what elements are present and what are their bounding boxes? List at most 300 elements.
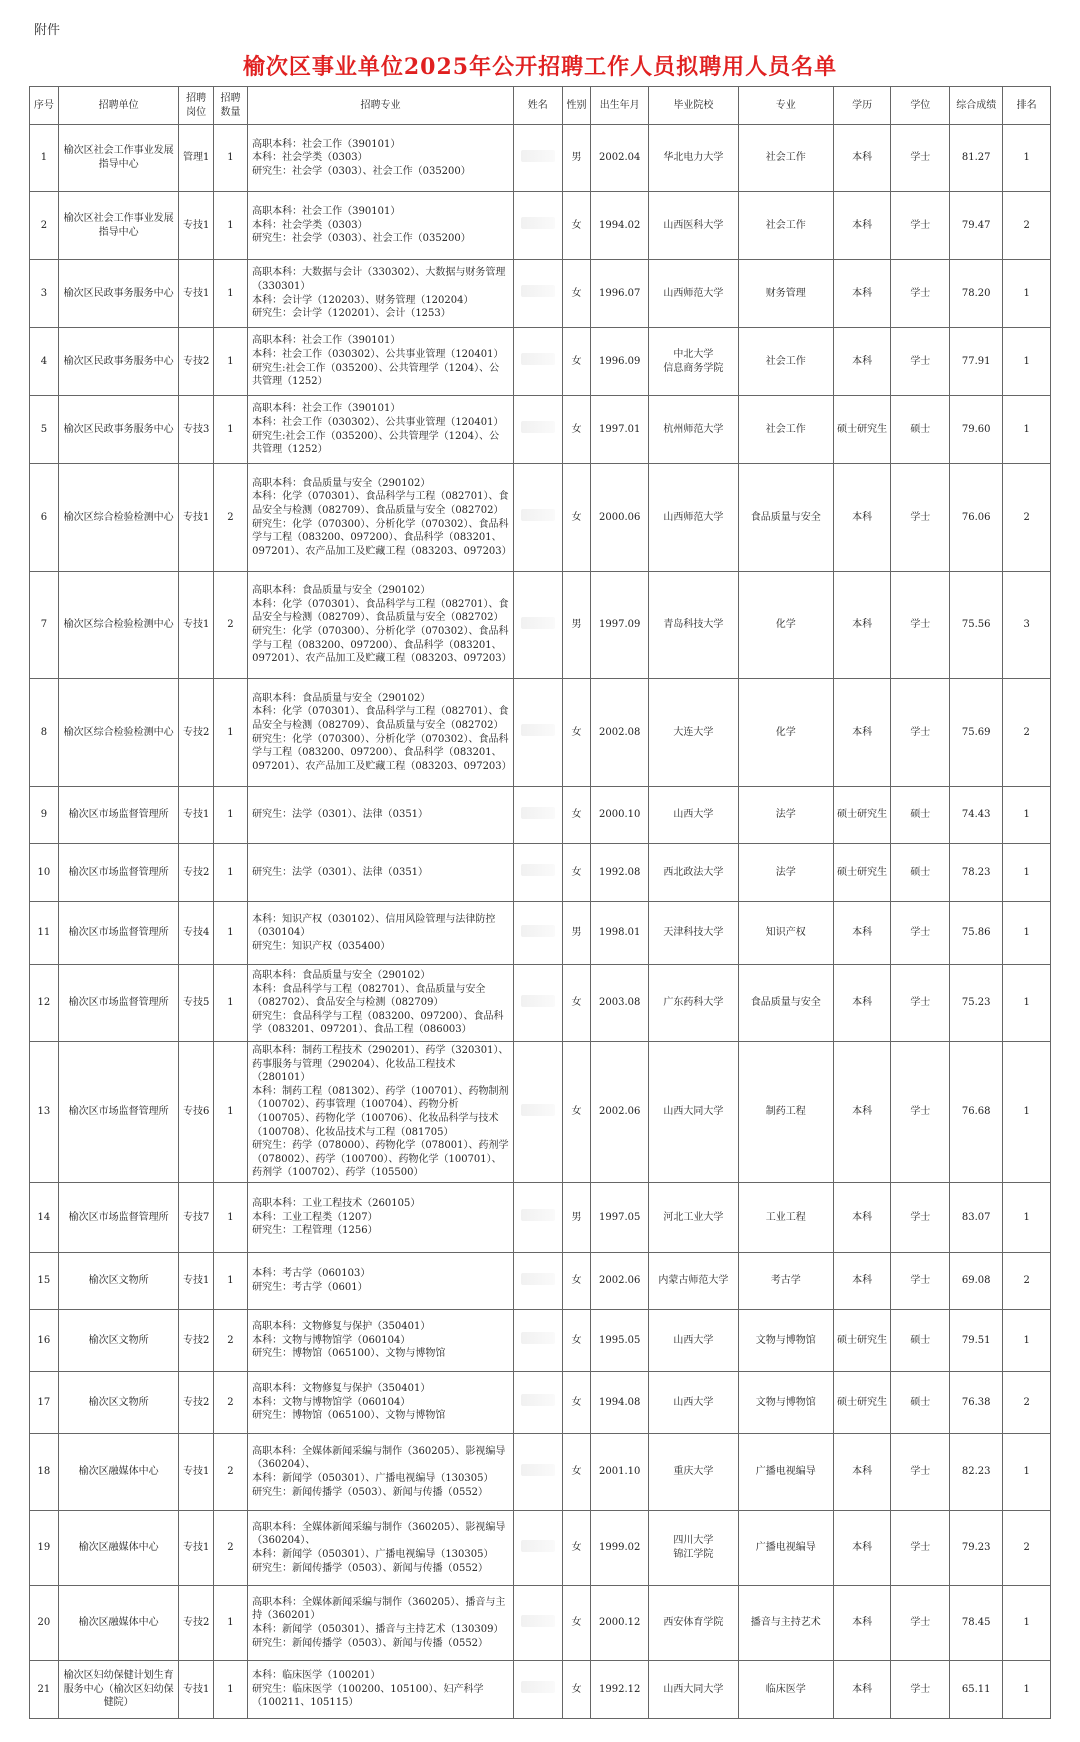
cell-school: 山西医科大学	[648, 192, 738, 260]
cell-seq: 20	[30, 1585, 59, 1660]
cell-seq: 13	[30, 1042, 59, 1183]
cell-rank: 1	[1003, 1660, 1051, 1718]
header-spec: 专业	[738, 87, 833, 125]
cell-count: 1	[213, 844, 247, 902]
cell-count: 1	[213, 965, 247, 1042]
cell-post: 专技1	[179, 260, 213, 328]
cell-score: 78.20	[950, 260, 1003, 328]
cell-spec: 知识产权	[738, 902, 833, 965]
cell-post: 专技1	[179, 192, 213, 260]
cell-score: 76.68	[950, 1042, 1003, 1183]
header-seq: 序号	[30, 87, 59, 125]
cell-degree: 硕士	[891, 396, 950, 464]
cell-birth: 2002.08	[591, 679, 649, 787]
cell-edu: 本科	[833, 464, 891, 572]
cell-score: 75.69	[950, 679, 1003, 787]
table-row	[30, 396, 1051, 464]
cell-name	[513, 328, 562, 396]
table-row	[30, 844, 1051, 902]
cell-degree: 学士	[891, 965, 950, 1042]
cell-school: 华北电力大学	[648, 125, 738, 192]
redacted-name	[521, 509, 555, 521]
table-row	[30, 1042, 1051, 1183]
cell-gender: 女	[562, 464, 591, 572]
cell-spec: 法学	[738, 844, 833, 902]
cell-name	[513, 1371, 562, 1433]
cell-post: 管理1	[179, 125, 213, 192]
cell-spec: 播音与主持艺术	[738, 1585, 833, 1660]
cell-gender: 男	[562, 572, 591, 679]
table-row	[30, 192, 1051, 260]
cell-edu: 本科	[833, 1042, 891, 1183]
cell-birth: 1992.08	[591, 844, 649, 902]
cell-gender: 女	[562, 1042, 591, 1183]
cell-score: 65.11	[950, 1660, 1003, 1718]
cell-score: 79.51	[950, 1309, 1003, 1371]
cell-score: 75.86	[950, 902, 1003, 965]
cell-major: 本科：考古学（060103） 研究生：考古学（0601）	[248, 1252, 514, 1309]
cell-major: 高职本科：社会工作（390101） 本科：社会学类（0303） 研究生：社会学（0303）、社会工作（035200）	[248, 192, 514, 260]
cell-score: 69.08	[950, 1252, 1003, 1309]
cell-score: 77.91	[950, 328, 1003, 396]
cell-school: 杭州师范大学	[648, 396, 738, 464]
cell-rank: 1	[1003, 787, 1051, 844]
cell-gender: 女	[562, 1433, 591, 1510]
cell-birth: 2000.06	[591, 464, 649, 572]
cell-major: 高职本科：食品质量与安全（290102） 本科：化学（070301）、食品科学与工程（082701）、食品安全与检测（082709）、食品质量与安全（082702） 研究生：化学（070300）、分析化学（070302）、食品科学与工程（083200、097200）、食品科学（083201、097201）、农产品加工及贮藏工程（083203、097203）	[248, 572, 514, 679]
cell-rank: 1	[1003, 1433, 1051, 1510]
cell-post: 专技2	[179, 1585, 213, 1660]
cell-rank: 1	[1003, 260, 1051, 328]
cell-birth: 1994.02	[591, 192, 649, 260]
cell-name	[513, 192, 562, 260]
header-count: 招聘数量	[213, 87, 247, 125]
cell-spec: 食品质量与安全	[738, 464, 833, 572]
table-row	[30, 1433, 1051, 1510]
cell-spec: 社会工作	[738, 125, 833, 192]
cell-score: 81.27	[950, 125, 1003, 192]
header-degree: 学位	[891, 87, 950, 125]
cell-birth: 2002.06	[591, 1252, 649, 1309]
cell-edu: 本科	[833, 260, 891, 328]
redacted-name	[521, 353, 555, 365]
cell-spec: 文物与博物馆	[738, 1371, 833, 1433]
table-row	[30, 1252, 1051, 1309]
cell-degree: 硕士	[891, 1309, 950, 1371]
table-row	[30, 965, 1051, 1042]
cell-edu: 本科	[833, 1510, 891, 1585]
cell-unit: 榆次区融媒体中心	[58, 1510, 179, 1585]
redacted-name	[521, 1615, 555, 1627]
table-row	[30, 328, 1051, 396]
cell-school: 大连大学	[648, 679, 738, 787]
table-row	[30, 1182, 1051, 1252]
cell-spec: 社会工作	[738, 396, 833, 464]
cell-gender: 女	[562, 260, 591, 328]
cell-spec: 文物与博物馆	[738, 1309, 833, 1371]
cell-unit: 榆次区民政事务服务中心	[58, 328, 179, 396]
cell-count: 1	[213, 1042, 247, 1183]
redacted-name	[521, 1332, 555, 1344]
table-row	[30, 902, 1051, 965]
redacted-name	[521, 1273, 555, 1285]
cell-edu: 本科	[833, 1182, 891, 1252]
cell-gender: 男	[562, 125, 591, 192]
cell-edu: 本科	[833, 572, 891, 679]
cell-rank: 1	[1003, 965, 1051, 1042]
cell-degree: 学士	[891, 192, 950, 260]
cell-name	[513, 1585, 562, 1660]
cell-name	[513, 787, 562, 844]
cell-rank: 2	[1003, 679, 1051, 787]
cell-count: 1	[213, 787, 247, 844]
cell-gender: 女	[562, 1660, 591, 1718]
cell-seq: 18	[30, 1433, 59, 1510]
cell-school: 四川大学 锦江学院	[648, 1510, 738, 1585]
cell-name	[513, 1660, 562, 1718]
cell-unit: 榆次区民政事务服务中心	[58, 396, 179, 464]
redacted-name	[521, 1104, 555, 1116]
cell-count: 1	[213, 1182, 247, 1252]
table-row	[30, 572, 1051, 679]
header-score: 综合成绩	[950, 87, 1003, 125]
cell-degree: 学士	[891, 679, 950, 787]
cell-rank: 2	[1003, 464, 1051, 572]
cell-gender: 女	[562, 396, 591, 464]
cell-degree: 硕士	[891, 844, 950, 902]
table-row	[30, 1309, 1051, 1371]
cell-degree: 学士	[891, 572, 950, 679]
cell-seq: 12	[30, 965, 59, 1042]
cell-post: 专技1	[179, 1660, 213, 1718]
table-row	[30, 679, 1051, 787]
cell-post: 专技2	[179, 844, 213, 902]
cell-degree: 学士	[891, 1433, 950, 1510]
cell-spec: 社会工作	[738, 192, 833, 260]
cell-major: 高职本科：食品质量与安全（290102） 本科：化学（070301）、食品科学与工程（082701）、食品安全与检测（082709）、食品质量与安全（082702） 研究生：化学（070300）、分析化学（070302）、食品科学与工程（083200、097200）、食品科学（083201、097201）、农产品加工及贮藏工程（083203、097203）	[248, 464, 514, 572]
cell-count: 1	[213, 192, 247, 260]
cell-birth: 2000.12	[591, 1585, 649, 1660]
cell-spec: 工业工程	[738, 1182, 833, 1252]
cell-count: 2	[213, 572, 247, 679]
cell-count: 1	[213, 328, 247, 396]
cell-score: 83.07	[950, 1182, 1003, 1252]
cell-post: 专技4	[179, 902, 213, 965]
cell-spec: 财务管理	[738, 260, 833, 328]
cell-unit: 榆次区文物所	[58, 1252, 179, 1309]
redacted-name	[521, 1209, 555, 1221]
cell-name	[513, 125, 562, 192]
cell-gender: 女	[562, 844, 591, 902]
redacted-name	[521, 1681, 555, 1693]
cell-major: 高职本科：全媒体新闻采编与制作（360205）、播音与主持（360201） 本科：新闻学（050301）、播音与主持艺术（130309） 研究生：新闻传播学（0503）、新闻与传播（0552）	[248, 1585, 514, 1660]
cell-name	[513, 679, 562, 787]
table-row	[30, 787, 1051, 844]
cell-major: 研究生：法学（0301）、法律（0351）	[248, 787, 514, 844]
cell-rank: 1	[1003, 125, 1051, 192]
cell-school: 山西大同大学	[648, 1042, 738, 1183]
header-birth: 出生年月	[591, 87, 649, 125]
cell-major: 高职本科：工业工程技术（260105） 本科：工业工程类（1207） 研究生：工程管理（1256）	[248, 1182, 514, 1252]
header-gender: 性别	[562, 87, 591, 125]
cell-degree: 学士	[891, 125, 950, 192]
redacted-name	[521, 285, 555, 297]
cell-seq: 14	[30, 1182, 59, 1252]
cell-rank: 1	[1003, 328, 1051, 396]
cell-degree: 硕士	[891, 787, 950, 844]
cell-name	[513, 1510, 562, 1585]
cell-spec: 制药工程	[738, 1042, 833, 1183]
cell-edu: 硕士研究生	[833, 787, 891, 844]
cell-rank: 2	[1003, 1510, 1051, 1585]
cell-school: 山西大学	[648, 787, 738, 844]
cell-edu: 本科	[833, 125, 891, 192]
cell-name	[513, 902, 562, 965]
cell-edu: 本科	[833, 679, 891, 787]
cell-major: 高职本科：大数据与会计（330302）、大数据与财务管理（330301） 本科：会计学（120203）、财务管理（120204） 研究生：会计学（120201）、会计（1253）	[248, 260, 514, 328]
cell-count: 1	[213, 1252, 247, 1309]
cell-score: 79.23	[950, 1510, 1003, 1585]
cell-count: 2	[213, 1510, 247, 1585]
cell-school: 西北政法大学	[648, 844, 738, 902]
cell-major: 高职本科：社会工作（390101） 本科：社会学类（0303） 研究生：社会学（0303）、社会工作（035200）	[248, 125, 514, 192]
cell-birth: 2002.06	[591, 1042, 649, 1183]
cell-spec: 广播电视编导	[738, 1433, 833, 1510]
redacted-name	[521, 724, 555, 736]
redacted-name	[521, 1394, 555, 1406]
cell-edu: 硕士研究生	[833, 396, 891, 464]
cell-degree: 学士	[891, 1042, 950, 1183]
cell-name	[513, 464, 562, 572]
cell-post: 专技2	[179, 328, 213, 396]
cell-school: 广东药科大学	[648, 965, 738, 1042]
cell-major: 高职本科：全媒体新闻采编与制作（360205）、影视编导（360204）、 本科：新闻学（050301）、广播电视编导（130305） 研究生：新闻传播学（0503）、新闻与传播（0552）	[248, 1510, 514, 1585]
cell-school: 河北工业大学	[648, 1182, 738, 1252]
cell-score: 75.56	[950, 572, 1003, 679]
cell-rank: 1	[1003, 1309, 1051, 1371]
cell-edu: 本科	[833, 1252, 891, 1309]
redacted-name	[521, 617, 555, 629]
cell-post: 专技1	[179, 572, 213, 679]
cell-degree: 学士	[891, 260, 950, 328]
cell-rank: 1	[1003, 396, 1051, 464]
header-rank: 排名	[1003, 87, 1051, 125]
cell-gender: 女	[562, 1585, 591, 1660]
cell-rank: 2	[1003, 1371, 1051, 1433]
cell-score: 75.23	[950, 965, 1003, 1042]
cell-seq: 3	[30, 260, 59, 328]
redacted-name	[521, 1540, 555, 1552]
cell-unit: 榆次区文物所	[58, 1371, 179, 1433]
cell-gender: 女	[562, 787, 591, 844]
cell-post: 专技1	[179, 464, 213, 572]
cell-birth: 1997.01	[591, 396, 649, 464]
cell-seq: 17	[30, 1371, 59, 1433]
cell-post: 专技2	[179, 1309, 213, 1371]
cell-spec: 考古学	[738, 1252, 833, 1309]
redacted-name	[521, 1464, 555, 1476]
cell-school: 山西大学	[648, 1309, 738, 1371]
cell-major: 高职本科：制药工程技术（290201）、药学（320301）、药事服务与管理（290204）、化妆品工程技术（280101） 本科：制药工程（081302）、药学（100701）、药物制剂（100702）、药事管理（100704）、药物分析（100705）、药物化学（100706）、化妆品科学与技术（100708）、化妆品技术与工程（081705） 研究生：药学（078000）、药物化学（078001）、药剂学（078002）、药学（100700）、药物化学（100701）、药剂学（100702）、药学（105500）	[248, 1042, 514, 1183]
cell-score: 76.06	[950, 464, 1003, 572]
cell-rank: 1	[1003, 1042, 1051, 1183]
cell-major: 本科：知识产权（030102）、信用风险管理与法律防控（030104） 研究生：知识产权（035400）	[248, 902, 514, 965]
cell-school: 中北大学 信息商务学院	[648, 328, 738, 396]
cell-seq: 11	[30, 902, 59, 965]
cell-count: 1	[213, 125, 247, 192]
cell-degree: 学士	[891, 328, 950, 396]
cell-unit: 榆次区综合检验检测中心	[58, 572, 179, 679]
cell-major: 高职本科：文物修复与保护（350401） 本科：文物与博物馆学（060104） 研究生：博物馆（065100）、文物与博物馆	[248, 1371, 514, 1433]
cell-score: 78.45	[950, 1585, 1003, 1660]
cell-post: 专技7	[179, 1182, 213, 1252]
cell-name	[513, 965, 562, 1042]
cell-birth: 2000.10	[591, 787, 649, 844]
cell-rank: 2	[1003, 1252, 1051, 1309]
cell-birth: 2002.04	[591, 125, 649, 192]
header-school: 毕业院校	[648, 87, 738, 125]
cell-score: 78.23	[950, 844, 1003, 902]
cell-post: 专技6	[179, 1042, 213, 1183]
cell-seq: 19	[30, 1510, 59, 1585]
header-post: 招聘岗位	[179, 87, 213, 125]
cell-rank: 1	[1003, 844, 1051, 902]
cell-seq: 7	[30, 572, 59, 679]
header-unit: 招聘单位	[58, 87, 179, 125]
redacted-name	[521, 807, 555, 819]
cell-birth: 1995.05	[591, 1309, 649, 1371]
cell-post: 专技2	[179, 1371, 213, 1433]
redacted-name	[521, 217, 555, 229]
cell-degree: 学士	[891, 902, 950, 965]
cell-spec: 临床医学	[738, 1660, 833, 1718]
cell-unit: 榆次区文物所	[58, 1309, 179, 1371]
cell-edu: 本科	[833, 1585, 891, 1660]
cell-birth: 1997.05	[591, 1182, 649, 1252]
cell-name	[513, 1309, 562, 1371]
cell-birth: 1994.08	[591, 1371, 649, 1433]
cell-degree: 学士	[891, 1660, 950, 1718]
cell-school: 山西师范大学	[648, 464, 738, 572]
cell-spec: 化学	[738, 572, 833, 679]
cell-gender: 女	[562, 1510, 591, 1585]
cell-gender: 女	[562, 965, 591, 1042]
cell-school: 山西大同大学	[648, 1660, 738, 1718]
cell-count: 2	[213, 464, 247, 572]
cell-spec: 法学	[738, 787, 833, 844]
cell-post: 专技2	[179, 679, 213, 787]
cell-gender: 女	[562, 1252, 591, 1309]
cell-major: 高职本科：食品质量与安全（290102） 本科：食品科学与工程（082701）、食品质量与安全（082702）、食品安全与检测（082709） 研究生：食品科学与工程（083200、097200）、食品科学（083201、097201）、食品工程（086003）	[248, 965, 514, 1042]
cell-count: 2	[213, 1371, 247, 1433]
cell-seq: 5	[30, 396, 59, 464]
header-name: 姓名	[513, 87, 562, 125]
cell-unit: 榆次区社会工作事业发展指导中心	[58, 125, 179, 192]
cell-degree: 硕士	[891, 1371, 950, 1433]
attachment-label: 附件	[34, 23, 61, 38]
cell-seq: 2	[30, 192, 59, 260]
redacted-name	[521, 421, 555, 433]
cell-name	[513, 1433, 562, 1510]
cell-school: 青岛科技大学	[648, 572, 738, 679]
cell-unit: 榆次区妇幼保健计划生育服务中心（榆次区妇幼保健院）	[58, 1660, 179, 1718]
cell-edu: 硕士研究生	[833, 1371, 891, 1433]
cell-gender: 女	[562, 679, 591, 787]
cell-name	[513, 572, 562, 679]
cell-edu: 硕士研究生	[833, 844, 891, 902]
header-edu: 学历	[833, 87, 891, 125]
cell-rank: 2	[1003, 192, 1051, 260]
cell-count: 1	[213, 260, 247, 328]
cell-name	[513, 260, 562, 328]
cell-unit: 榆次区社会工作事业发展指导中心	[58, 192, 179, 260]
cell-rank: 1	[1003, 1585, 1051, 1660]
table-row	[30, 1660, 1051, 1718]
cell-major: 本科：临床医学（100201） 研究生：临床医学（100200、105100）、妇产科学（100211、105115）	[248, 1660, 514, 1718]
cell-major: 高职本科：社会工作（390101） 本科：社会工作（030302）、公共事业管理（120401） 研究生:社会工作（035200）、公共管理学（1204）、公共管理（1252）	[248, 328, 514, 396]
cell-gender: 女	[562, 192, 591, 260]
cell-unit: 榆次区市场监督管理所	[58, 965, 179, 1042]
cell-name	[513, 844, 562, 902]
table-row	[30, 464, 1051, 572]
cell-major: 高职本科：食品质量与安全（290102） 本科：化学（070301）、食品科学与工程（082701）、食品安全与检测（082709）、食品质量与安全（082702） 研究生：化学（070300）、分析化学（070302）、食品科学与工程（083200、097200）、食品科学（083201、097201）、农产品加工及贮藏工程（083203、097203）	[248, 679, 514, 787]
cell-birth: 1996.07	[591, 260, 649, 328]
cell-score: 76.38	[950, 1371, 1003, 1433]
cell-school: 重庆大学	[648, 1433, 738, 1510]
cell-school: 山西师范大学	[648, 260, 738, 328]
cell-edu: 本科	[833, 328, 891, 396]
cell-birth: 2003.08	[591, 965, 649, 1042]
cell-spec: 广播电视编导	[738, 1510, 833, 1585]
cell-gender: 女	[562, 1371, 591, 1433]
table-row	[30, 125, 1051, 192]
cell-edu: 本科	[833, 1433, 891, 1510]
table-header-row	[30, 87, 1051, 125]
cell-school: 天津科技大学	[648, 902, 738, 965]
cell-count: 2	[213, 1309, 247, 1371]
cell-major: 高职本科：全媒体新闻采编与制作（360205）、影视编导（360204）、 本科：新闻学（050301）、广播电视编导（130305） 研究生：新闻传播学（0503）、新闻与传播（0552）	[248, 1433, 514, 1510]
redacted-name	[521, 925, 555, 937]
cell-unit: 榆次区融媒体中心	[58, 1433, 179, 1510]
cell-spec: 社会工作	[738, 328, 833, 396]
cell-major: 高职本科：文物修复与保护（350401） 本科：文物与博物馆学（060104） 研究生：博物馆（065100）、文物与博物馆	[248, 1309, 514, 1371]
cell-post: 专技3	[179, 396, 213, 464]
redacted-name	[521, 864, 555, 876]
cell-birth: 1992.12	[591, 1660, 649, 1718]
header-major: 招聘专业	[248, 87, 514, 125]
cell-seq: 1	[30, 125, 59, 192]
cell-spec: 食品质量与安全	[738, 965, 833, 1042]
cell-count: 1	[213, 396, 247, 464]
cell-edu: 本科	[833, 192, 891, 260]
cell-degree: 学士	[891, 464, 950, 572]
cell-post: 专技1	[179, 1252, 213, 1309]
cell-unit: 榆次区综合检验检测中心	[58, 679, 179, 787]
cell-count: 1	[213, 902, 247, 965]
cell-post: 专技1	[179, 1510, 213, 1585]
cell-degree: 学士	[891, 1510, 950, 1585]
cell-unit: 榆次区融媒体中心	[58, 1585, 179, 1660]
cell-rank: 1	[1003, 1182, 1051, 1252]
cell-edu: 本科	[833, 965, 891, 1042]
cell-seq: 4	[30, 328, 59, 396]
table-row	[30, 260, 1051, 328]
cell-name	[513, 396, 562, 464]
table-row	[30, 1371, 1051, 1433]
cell-edu: 本科	[833, 902, 891, 965]
cell-degree: 学士	[891, 1182, 950, 1252]
cell-gender: 女	[562, 328, 591, 396]
